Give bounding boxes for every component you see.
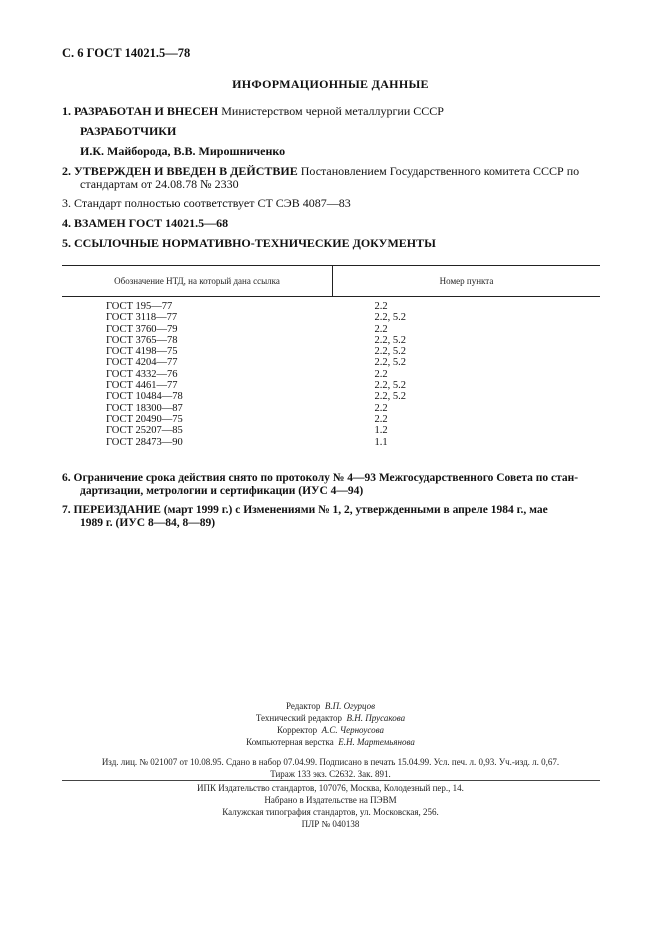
developers-label: РАЗРАБОТЧИКИ (80, 124, 177, 138)
doc-cell: ГОСТ 3765—78 (106, 334, 178, 346)
doc-cell: ГОСТ 10484—78 (106, 391, 183, 403)
table-row (62, 380, 600, 391)
item-2-lead: 2. УТВЕРЖДЕН И ВВЕДЕН В ДЕЙСТВИЕ (62, 164, 298, 178)
item-1-lead: 1. РАЗРАБОТАН И ВНЕСЕН (62, 104, 219, 118)
doc-cell: ГОСТ 25207—85 (106, 425, 183, 437)
clause-cell: 2.2 (374, 368, 388, 380)
layout-role: Компьютерная верстка (246, 737, 334, 747)
divider (62, 780, 600, 781)
doc-cell: ГОСТ 4332—76 (106, 368, 178, 380)
table-row (62, 369, 600, 380)
imprint-typeset: Набрано в Издательстве на ПЭВМ (264, 795, 397, 805)
layout-name: Е.Н. Мартемьянова (338, 737, 415, 747)
table-row (62, 346, 600, 357)
clause-cell: 2.2 (374, 402, 388, 414)
doc-cell: ГОСТ 20490—75 (106, 413, 183, 425)
editor-name: В.П. Огурцов (324, 701, 376, 711)
imprint-license: Изд. лиц. № 021007 от 10.08.95. Сдано в набор 07.04.99. Подписано в печать 15.04.99. Усл. печ. л. 0,93. Уч.-изд. л. 0,67. (101, 757, 560, 767)
item-3: 3. Стандарт полностью соответствует СТ СЭВ 4087—83 (62, 196, 351, 210)
table-header-row (62, 266, 600, 297)
imprint-tech-editor (0, 713, 661, 723)
clause-cell: 2.2, 5.2 (374, 334, 406, 346)
imprint-publisher: ИПК Издательство стандартов, 107076, Москва, Колодезный пер., 14. (197, 783, 464, 793)
clause-cell: 2.2 (374, 323, 388, 335)
developers-names: И.К. Майборода, В.В. Мирошниченко (80, 144, 286, 158)
doc-cell: ГОСТ 3118—77 (106, 312, 178, 324)
table-row (62, 437, 600, 448)
table-row (62, 403, 600, 414)
clause-cell: 2.2, 5.2 (374, 380, 406, 392)
item-1-text: Министерством черной металлургии СССР (218, 104, 444, 118)
item-6-line2: дартизации, метрологии и сертификации (ИУС 4—94) (80, 485, 364, 497)
imprint-layout (0, 737, 661, 747)
clause-cell: 2.2, 5.2 (374, 346, 406, 358)
imprint-editor (0, 701, 661, 711)
tech-role: Технический редактор (255, 713, 343, 723)
proof-name: А.С. Черноусова (321, 725, 384, 735)
editor-role: Редактор (285, 701, 321, 711)
clause-cell: 2.2 (374, 301, 388, 312)
item-4: 4. ВЗАМЕН ГОСТ 14021.5—68 (62, 216, 229, 230)
item-1 (62, 104, 444, 119)
table-row (62, 357, 600, 368)
clause-cell: 2.2, 5.2 (374, 357, 406, 369)
clause-cell: 2.2, 5.2 (374, 391, 406, 403)
clause-cell: 1.2 (374, 425, 388, 437)
clause-cell: 2.2 (374, 413, 388, 425)
section-title: ИНФОРМАЦИОННЫЕ ДАННЫЕ (232, 77, 429, 91)
references-table (62, 265, 600, 448)
item-2-line2: стандартам от 24.08.78 № 2330 (80, 177, 239, 191)
imprint-print-run: Тираж 133 экз. С2632. Зак. 891. (270, 769, 391, 779)
doc-cell: ГОСТ 4204—77 (106, 357, 178, 369)
table-row (62, 335, 600, 346)
item-7-line2: 1989 г. (ИУС 8—84, 8—89) (80, 517, 216, 529)
doc-cell: ГОСТ 4461—77 (106, 380, 178, 392)
doc-cell: ГОСТ 18300—87 (106, 402, 183, 414)
table-row (62, 425, 600, 436)
clause-cell: 2.2, 5.2 (374, 312, 406, 324)
item-7-line1: 7. ПЕРЕИЗДАНИЕ (март 1999 г.) с Изменениями № 1, 2, утвержденными в апреле 1984 г., мае (62, 504, 548, 516)
doc-cell: ГОСТ 3760—79 (106, 323, 178, 335)
proof-role: Корректор (277, 725, 318, 735)
table-row (62, 312, 600, 323)
table-row (62, 324, 600, 335)
tech-name: В.Н. Прусакова (346, 713, 406, 723)
imprint-printer: Калужская типография стандартов, ул. Московская, 256. (222, 807, 439, 817)
clause-cell: 1.1 (374, 436, 388, 448)
doc-cell: ГОСТ 28473—90 (106, 436, 183, 448)
page-header: С. 6 ГОСТ 14021.5—78 (62, 46, 191, 60)
item-6-line1: 6. Ограничение срока действия снято по протоколу № 4—93 Межгосударственного Совета по стан- (62, 472, 579, 484)
table-row (62, 391, 600, 402)
table-row (62, 297, 600, 313)
imprint-proofreader (0, 725, 661, 735)
imprint-plr: ПЛР № 040138 (301, 819, 360, 829)
doc-cell: ГОСТ 4198—75 (106, 346, 178, 358)
column-header-clause: Номер пункта (333, 266, 601, 297)
item-5: 5. ССЫЛОЧНЫЕ НОРМАТИВНО-ТЕХНИЧЕСКИЕ ДОКУМЕНТЫ (62, 236, 436, 250)
column-header-document: Обозначение НТД, на который дана ссылка (62, 266, 333, 297)
doc-cell: ГОСТ 195—77 (106, 301, 173, 312)
item-2-text: Постановлением Государственного комитета СССР по (297, 164, 580, 178)
table-row (62, 414, 600, 425)
